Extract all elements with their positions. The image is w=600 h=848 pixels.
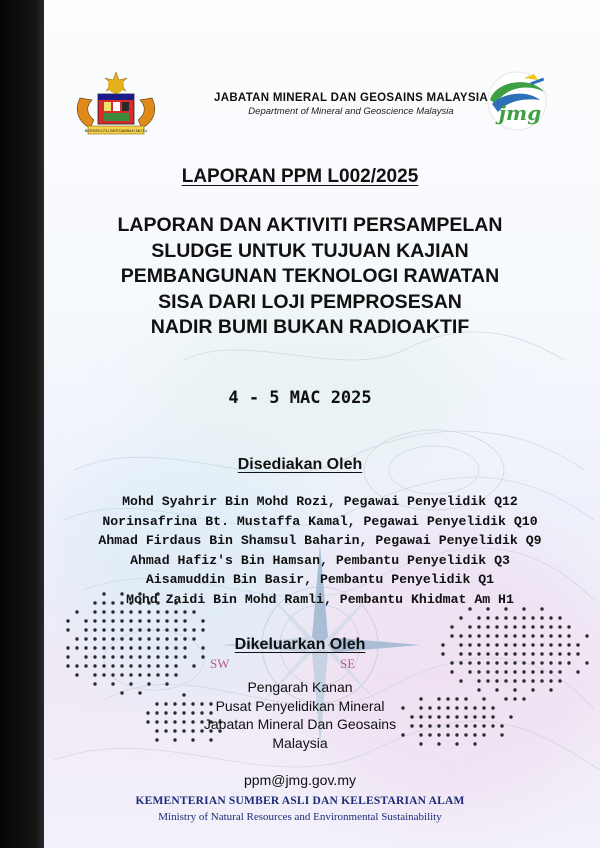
map-dot (540, 670, 543, 673)
map-dot (66, 664, 69, 667)
map-dot (84, 619, 87, 622)
map-dot (558, 670, 561, 673)
map-dot (102, 628, 105, 631)
issued-by-heading: Dikeluarkan Oleh (234, 636, 366, 653)
map-dot (201, 619, 204, 622)
map-dot (540, 625, 543, 628)
map-dot (138, 610, 141, 613)
map-dot (120, 673, 123, 676)
map-dot (111, 655, 114, 658)
map-dot (540, 616, 543, 619)
preparer-name: Norinsafrina Bt. Mustaffa Kamal, Pegawai Penyelidik Q10 (102, 513, 538, 529)
map-dot (84, 628, 87, 631)
map-dot (102, 610, 105, 613)
map-dot (450, 670, 453, 673)
map-dot (495, 625, 498, 628)
map-dot (120, 664, 123, 667)
crest-motto: BERSEKUTU BERTAMBAH MUTU (84, 128, 148, 133)
map-dot (138, 655, 141, 658)
issuer-line: Pusat Penyelidikan Mineral (215, 697, 385, 714)
map-dot (165, 664, 168, 667)
map-dot (513, 670, 516, 673)
map-dot (120, 655, 123, 658)
map-dot (174, 628, 177, 631)
map-dot (138, 619, 141, 622)
map-dot (93, 655, 96, 658)
map-dot (147, 628, 150, 631)
department-name-ms: JABATAN MINERAL DAN GEOSAINS MALAYSIA (214, 92, 488, 104)
map-dot (468, 625, 471, 628)
map-dot (468, 670, 471, 673)
map-dot (138, 628, 141, 631)
jmg-logo-text: jmg (498, 101, 542, 125)
map-dot (477, 661, 480, 664)
department-name-en: Department of Mineral and Geoscience Malaysia (248, 106, 454, 117)
prepared-by-heading: Disediakan Oleh (237, 456, 363, 473)
map-dot (165, 655, 168, 658)
map-dot (156, 610, 159, 613)
map-dot (192, 664, 195, 667)
map-dot (513, 661, 516, 664)
map-dot (111, 673, 114, 676)
map-dot (495, 661, 498, 664)
map-dot (129, 610, 132, 613)
map-dot (129, 628, 132, 631)
map-dot (201, 655, 204, 658)
map-dot (531, 670, 534, 673)
map-dot (156, 628, 159, 631)
map-dot (156, 664, 159, 667)
map-dot (504, 661, 507, 664)
map-dot (504, 625, 507, 628)
issuer-block (0, 678, 600, 752)
department-block (206, 92, 496, 117)
map-dot (192, 610, 195, 613)
map-dot (558, 661, 561, 664)
map-dot (459, 661, 462, 664)
map-dot (174, 610, 177, 613)
issuer-line: Jabatan Mineral Dan Geosains (203, 716, 397, 732)
map-dot (522, 616, 525, 619)
map-dot (459, 616, 462, 619)
map-dot (147, 673, 150, 676)
map-dot (120, 610, 123, 613)
map-dot (93, 673, 96, 676)
preparer-name: Aisamuddin Bin Basir, Pembantu Penyelidik Q1 (145, 572, 495, 588)
map-dot (147, 664, 150, 667)
map-dot (450, 661, 453, 664)
map-dot (102, 664, 105, 667)
map-dot (201, 628, 204, 631)
report-title (60, 213, 560, 341)
compass-sw-label: SW (210, 656, 230, 671)
map-dot (75, 610, 78, 613)
map-dot (192, 628, 195, 631)
map-dot (156, 619, 159, 622)
title-line: LAPORAN DAN AKTIVITI PERSAMPELAN (117, 214, 503, 236)
map-dot (138, 673, 141, 676)
map-dot (165, 673, 168, 676)
title-line: SLUDGE UNTUK TUJUAN KAJIAN (151, 239, 469, 262)
map-dot (66, 655, 69, 658)
preparer-name: Mohd Syahrir Bin Mohd Rozi, Pegawai Penyelidik Q12 (122, 494, 518, 509)
map-dot (129, 619, 132, 622)
map-dot (504, 616, 507, 619)
map-dot (102, 673, 105, 676)
map-dot (111, 628, 114, 631)
map-dot (174, 664, 177, 667)
map-dot (84, 664, 87, 667)
map-dot (486, 670, 489, 673)
jmg-logo-icon (474, 70, 560, 132)
map-dot (147, 619, 150, 622)
map-dot (183, 628, 186, 631)
map-dot (147, 610, 150, 613)
contact-email: ppm@jmg.gov.my (244, 772, 356, 788)
map-dot (531, 616, 534, 619)
report-date: 4 - 5 MAC 2025 (228, 388, 372, 408)
map-dot (513, 616, 516, 619)
map-dot (477, 616, 480, 619)
map-dot (468, 661, 471, 664)
map-dot (567, 625, 570, 628)
map-dot (120, 628, 123, 631)
map-dot (156, 655, 159, 658)
map-dot (504, 670, 507, 673)
header (68, 70, 568, 140)
issuer-line: Pengarah Kanan (247, 679, 353, 695)
map-dot (183, 610, 186, 613)
map-dot (93, 664, 96, 667)
map-dot (165, 610, 168, 613)
map-dot (138, 664, 141, 667)
map-dot (495, 670, 498, 673)
preparer-list (40, 492, 600, 610)
issuer-line: Malaysia (272, 734, 328, 751)
map-dot (93, 628, 96, 631)
map-dot (486, 625, 489, 628)
map-dot (66, 628, 69, 631)
map-dot (129, 655, 132, 658)
preparer-name: Ahmad Firdaus Bin Shamsul Baharin, Pegawai Penyelidik Q9 (98, 533, 542, 549)
map-dot (558, 616, 561, 619)
map-dot (522, 670, 525, 673)
map-dot (120, 619, 123, 622)
map-dot (183, 655, 186, 658)
preparer-name: Ahmad Hafiz's Bin Hamsan, Pembantu Penyelidik Q3 (130, 552, 510, 568)
map-dot (129, 673, 132, 676)
map-dot (102, 655, 105, 658)
map-dot (549, 616, 552, 619)
map-dot (495, 616, 498, 619)
map-dot (111, 664, 114, 667)
map-dot (93, 610, 96, 613)
map-dot (156, 673, 159, 676)
map-dot (111, 619, 114, 622)
map-dot (522, 661, 525, 664)
map-dot (531, 661, 534, 664)
map-dot (111, 610, 114, 613)
map-dot (66, 619, 69, 622)
map-dot (477, 670, 480, 673)
preparer-name: Mohd Zaidi Bin Mohd Ramli, Pembantu Khidmat Am H1 (126, 591, 514, 607)
map-dot (174, 655, 177, 658)
map-dot (576, 670, 579, 673)
map-dot (549, 670, 552, 673)
map-dot (513, 625, 516, 628)
title-line: NADIR BUMI BUKAN RADIOAKTIF (150, 316, 470, 338)
title-line: PEMBANGUNAN TEKNOLOGI RAWATAN (120, 265, 500, 287)
map-dot (486, 661, 489, 664)
map-dot (75, 673, 78, 676)
map-dot (486, 616, 489, 619)
title-line: SISA DARI LOJI PEMPROSESAN (158, 290, 462, 313)
map-dot (549, 661, 552, 664)
map-dot (75, 664, 78, 667)
map-dot (183, 619, 186, 622)
ministry-name-en: Ministry of Natural Resources and Environmental Sustainability (158, 811, 442, 823)
map-dot (165, 619, 168, 622)
map-dot (129, 664, 132, 667)
map-dot (450, 625, 453, 628)
map-dot (540, 661, 543, 664)
ministry-name-ms: KEMENTERIAN SUMBER ASLI DAN KELESTARIAN ALAM (135, 795, 465, 807)
map-dot (585, 661, 588, 664)
malaysia-coat-of-arms-icon (70, 70, 162, 136)
map-dot (102, 619, 105, 622)
map-dot (558, 625, 561, 628)
map-dot (477, 625, 480, 628)
map-dot (174, 619, 177, 622)
compass-se-label: SE (340, 656, 356, 671)
map-dot (522, 625, 525, 628)
map-dot (165, 628, 168, 631)
map-dot (531, 625, 534, 628)
map-dot (147, 655, 150, 658)
map-dot (549, 625, 552, 628)
map-dot (84, 655, 87, 658)
map-dot (93, 619, 96, 622)
map-dot (174, 673, 177, 676)
map-dot (567, 661, 570, 664)
report-number: LAPORAN PPM L002/2025 (181, 166, 419, 187)
